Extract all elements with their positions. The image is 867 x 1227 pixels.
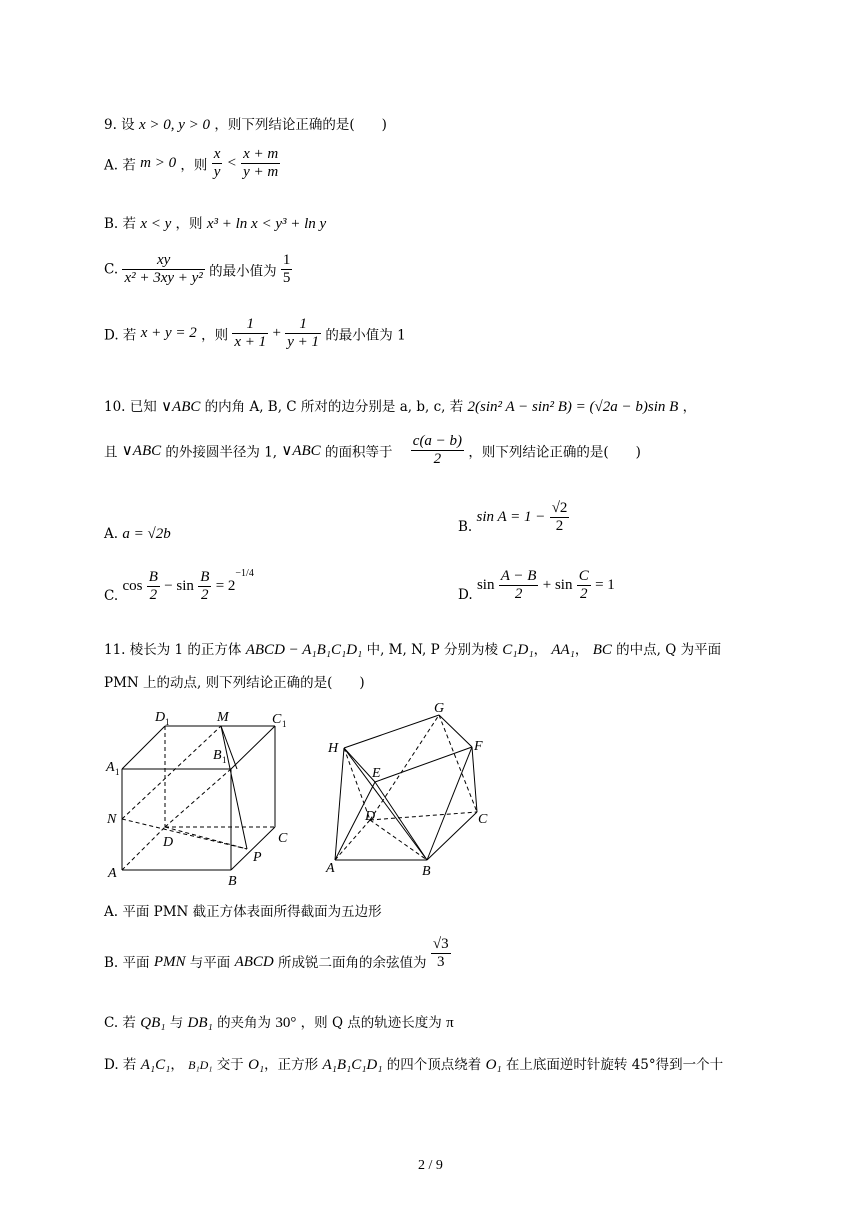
edge-hb [344,748,427,860]
edge-hg [344,715,439,748]
q11-cube-figure [100,705,300,890]
q11-polyhedron-figure [322,700,502,880]
label-b: B [422,864,431,879]
label-d: D [163,835,174,850]
q11-option-b: B. 平面 PMN 与平面 ABCD 所成锐二面角的余弦值为 $\frac{√3}{3}$ [104,936,449,971]
q10-stem-line2: 且 ∨ABC 的外接圆半径为 1, ∨ABC 的面积等于 $\frac{c(a - b)}{2}$ ，则下列结论正确的是( ) [104,433,641,467]
label-c: C [278,831,288,846]
label-h: H [328,741,339,756]
label-b1: B [213,748,222,763]
label-d1: D [155,710,166,725]
edge-a1d1 [122,726,165,769]
label-b: B [228,874,237,889]
q9-option-a: A. 若 m > 0 ，则 $\frac{x}{y}$ < $\frac{x + m}{y + m}$ [104,146,279,180]
q10-option-b: B. sin A = 1 − $\frac{√2}{2}$ [458,500,568,535]
svg-text:1: 1 [115,767,120,777]
svg-text:1: 1 [165,717,170,727]
label-p: P [253,850,262,865]
label-n: N [107,812,117,827]
svg-text:1: 1 [222,755,227,765]
line-np [122,819,247,849]
label-f: F [474,739,483,754]
label-c: C [478,812,488,827]
label-d: D [365,809,376,824]
label-e: E [372,766,381,781]
q9-option-d: D. 若 x + y = 2 ，则 $\frac{1}{x + 1}$ + $\frac{1}{y + 1}$ 的最小值为 1 [104,316,406,350]
label-a: A [108,866,117,881]
edge-he [344,748,375,782]
edge-gc [439,715,477,812]
edge-gf [439,715,472,747]
line-mp [221,726,247,849]
q9-stem: 9. 设 x > 0, y > 0 ，则下列结论正确的是( ) [104,117,387,133]
line-nm [122,726,221,819]
q11-stem-line2: PMN 上的动点, 则下列结论正确的是( ) [104,675,365,691]
q10-option-a: A. a = √2b [104,526,171,542]
edge-bc [427,812,477,860]
label-c1: C [272,712,282,727]
q9-option-b: B. 若 x < y ，则 x³ + ln x < y³ + ln y [104,216,327,232]
q11-option-a: A. 平面 PMN 截正方体表面所得截面为五边形 [104,904,382,920]
edge-ad [122,827,165,870]
label-m: M [217,710,229,725]
edge-fb [427,747,472,860]
edge-ef [375,747,472,782]
edge-eb [375,782,427,860]
page-number: 2 / 9 [418,1158,443,1173]
edge-ha [335,748,344,860]
q11-option-d: D. 若 A₁C₁， B₁D₁ 交于 O₁，正方形 A₁B₁C₁D₁ 的四个顶点绕着 O₁ 在上底面逆时针旋转 45°得到一个十 [104,1057,724,1073]
q9-option-c: C. $\frac{xy}{\text{x² + 3xy + y²}}$ 的最小值为 $\frac{1}{5}$ [104,252,291,286]
q10-stem-line1: 10. 已知 ∨ABC 的内角 A, B, C 所对的边分别是 a, b, c, 若 2(sin² A − sin² B) = (√2a − b)sin B ， [104,399,697,415]
q10-option-c: C. cos $\frac{B}{2}$ − sin $\frac{B}{2}$ = $2^{-1/4}$ [104,568,254,604]
q11-stem-line1: 11. 棱长为 1 的正方体 ABCD − A₁B₁C₁D₁ 中, M, N, P 分别为棱 C₁D₁， AA₁， BC 的中点, Q 为平面 [104,642,722,658]
q10-option-d: D. sin $\frac{A - B}{2}$ + sin $\frac{C}{2}$ = 1 [458,568,615,603]
label-g: G [434,701,445,716]
label-a1: A [106,760,115,775]
edge-b1c1 [231,726,275,769]
q11-option-c: C. 若 QB₁ 与 DB₁ 的夹角为 30° ，则 Q 点的轨迹长度为 π [104,1015,454,1031]
edge-dc [370,812,477,820]
label-a: A [326,861,335,876]
svg-text:1: 1 [282,719,287,729]
